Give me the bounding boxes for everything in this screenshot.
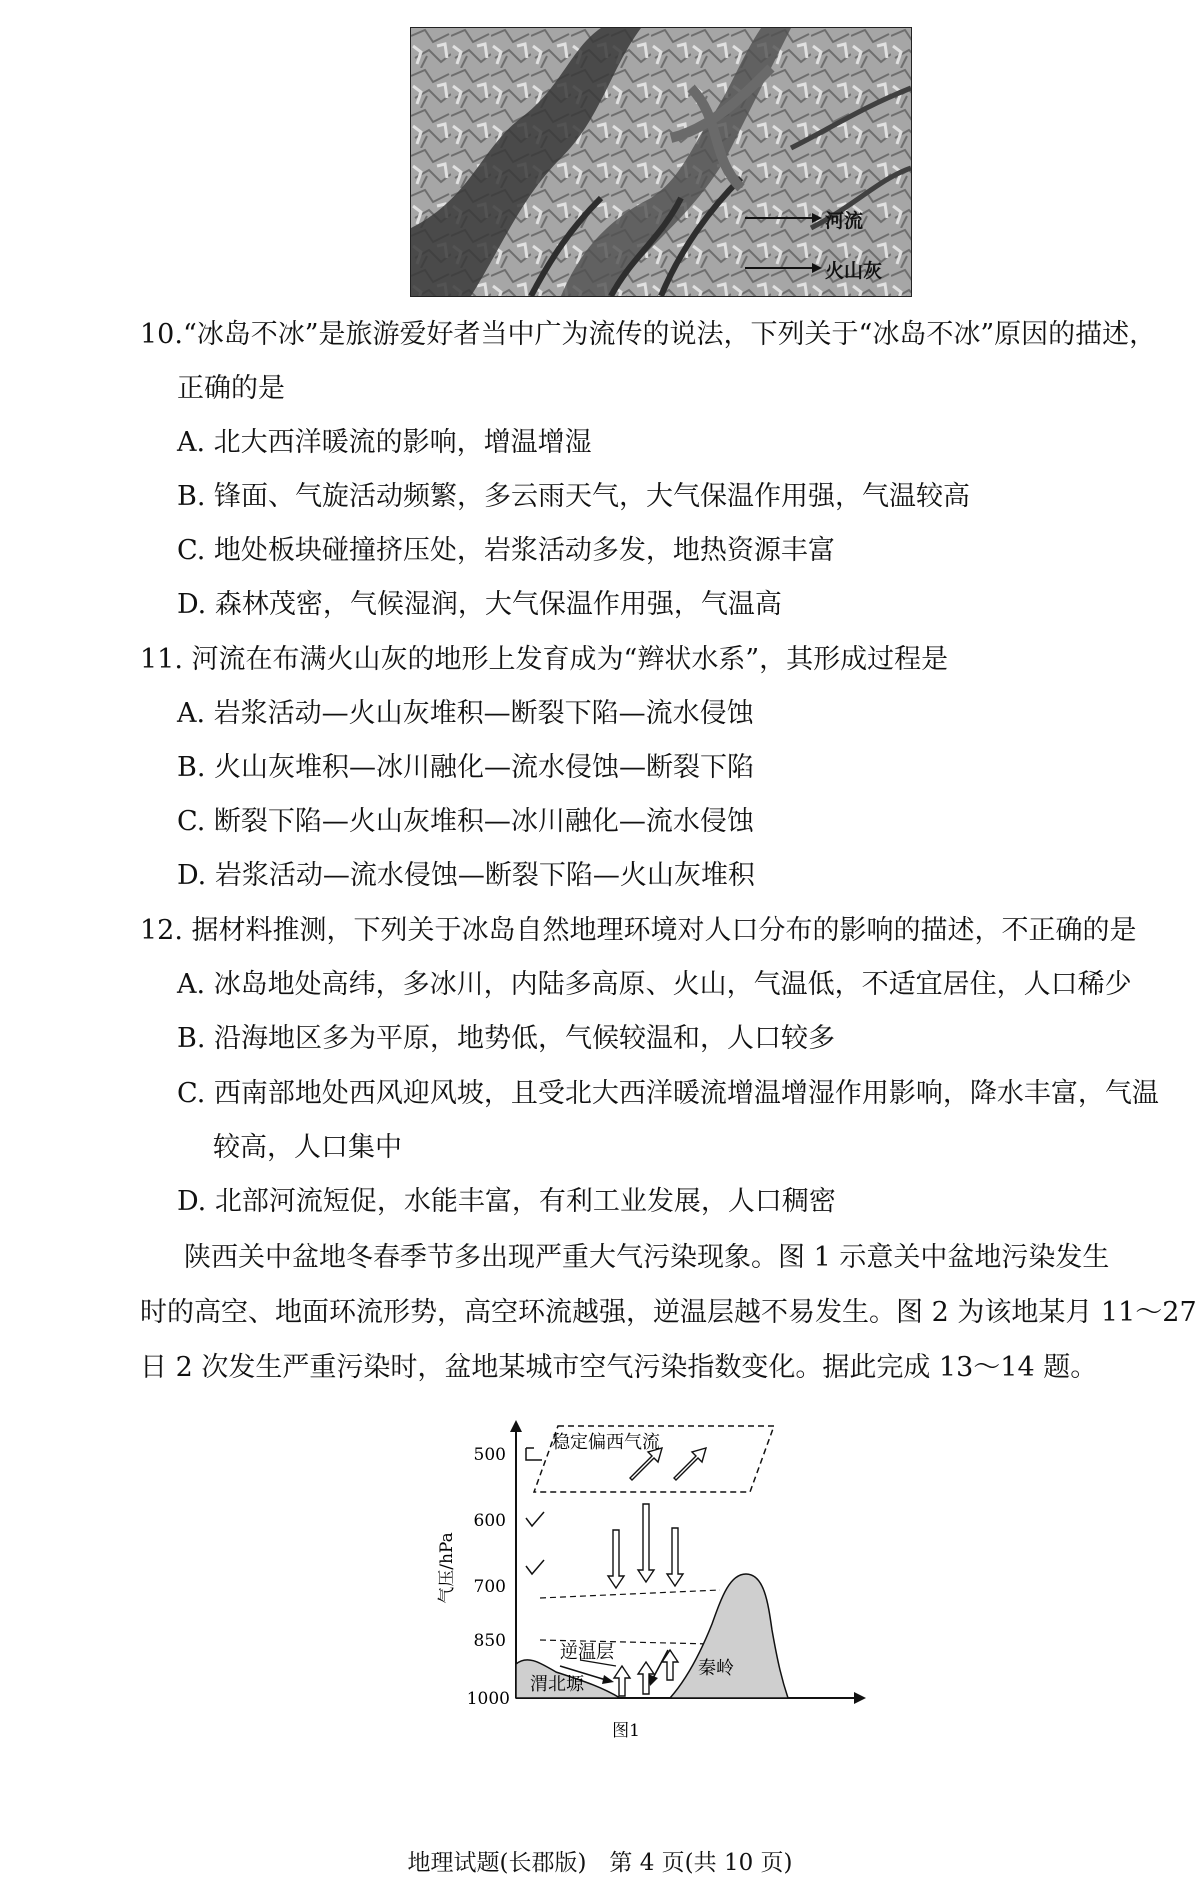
question-11-option-d[interactable]: D. 岩浆活动—流水侵蚀—断裂下陷—火山灰堆积 [177, 860, 755, 891]
y-axis-label: 气压/hPa [437, 1532, 457, 1604]
y-tick-850: 850 [473, 1631, 506, 1651]
wind-barb-icon [526, 1448, 542, 1460]
river-label: 河流 [825, 210, 864, 232]
question-10-stem-line1: 10.“冰岛不冰”是旅游爱好者当中广为流传的说法，下列关于“冰岛不冰”原因的描述， [140, 319, 1157, 350]
question-12-option-b[interactable]: B. 沿海地区多为平原，地势低，气候较温和，人口较多 [177, 1023, 836, 1054]
question-12-stem: 12. 据材料推测，下列关于冰岛自然地理环境对人口分布的影响的描述，不正确的是 [140, 915, 1137, 946]
material-line3: 日 2 次发生严重污染时，盆地某城市空气污染指数变化。据此完成 13～14 题。 [140, 1352, 1098, 1383]
question-10-option-b[interactable]: B. 锋面、气旋活动频繁，多云雨天气，大气保温作用强，气温较高 [177, 481, 971, 512]
question-10-option-a[interactable]: A. 北大西洋暖流的影响，增温增湿 [177, 427, 592, 458]
question-10-stem-line2: 正确的是 [177, 373, 285, 404]
question-10-option-c[interactable]: C. 地处板块碰撞挤压处，岩浆活动多发，地热资源丰富 [177, 535, 835, 566]
question-10-option-d[interactable]: D. 森林茂密，气候湿润，大气保温作用强，气温高 [177, 589, 782, 620]
question-11-option-a[interactable]: A. 岩浆活动—火山灰堆积—断裂下陷—流水侵蚀 [177, 698, 754, 729]
material-line1: 陕西关中盆地冬春季节多出现严重大气污染现象。图 1 示意关中盆地污染发生 [184, 1242, 1110, 1273]
y-tick-1000: 1000 [466, 1689, 510, 1709]
qinling-terrain [670, 1574, 788, 1698]
page-footer: 地理试题(长郡版) 第 4 页(共 10 页) [407, 1850, 793, 1876]
question-11-option-c[interactable]: C. 断裂下陷—火山灰堆积—冰川融化—流水侵蚀 [177, 806, 754, 837]
rising-air-arrows [614, 1650, 678, 1696]
figure-1-diagram [430, 1418, 870, 1748]
subsiding-air-arrows [608, 1504, 683, 1588]
question-12-option-c-continued: 较高，人口集中 [213, 1132, 402, 1163]
material-line2: 时的高空、地面环流形势，高空环流越强，逆温层越不易发生。图 2 为该地某月 11～27 [140, 1297, 1197, 1328]
question-11-stem: 11. 河流在布满火山灰的地形上发育成为“辫状水系”，其形成过程是 [140, 644, 949, 675]
westerly-label: 稳定偏西气流 [552, 1432, 660, 1453]
inversion-label: 逆温层 [560, 1642, 614, 1663]
question-12-option-c[interactable]: C. 西南部地处西风迎风坡，且受北大西洋暖流增温增湿作用影响，降水丰富，气温 [177, 1078, 1159, 1109]
question-12-option-a[interactable]: A. 冰岛地处高纬，多冰川，内陆多高原、火山，气温低，不适宜居住，人口稀少 [177, 969, 1132, 1000]
question-11-option-b[interactable]: B. 火山灰堆积—冰川融化—流水侵蚀—断裂下陷 [177, 752, 755, 783]
photo-arrows [0, 0, 1200, 300]
wind-barb-icon [526, 1512, 544, 1526]
qinling-label: 秦岭 [698, 1658, 734, 1679]
y-tick-700: 700 [473, 1577, 506, 1597]
wind-barb-icon [526, 1560, 544, 1574]
weibei-label: 渭北塬 [530, 1674, 584, 1695]
y-tick-500: 500 [473, 1445, 506, 1465]
volcanic-ash-label: 火山灰 [825, 260, 883, 282]
figure-1-caption: 图1 [612, 1721, 640, 1741]
inversion-upper-line [540, 1590, 720, 1598]
y-tick-600: 600 [473, 1511, 506, 1531]
question-12-option-d[interactable]: D. 北部河流短促，水能丰富，有利工业发展，人口稠密 [177, 1186, 836, 1217]
